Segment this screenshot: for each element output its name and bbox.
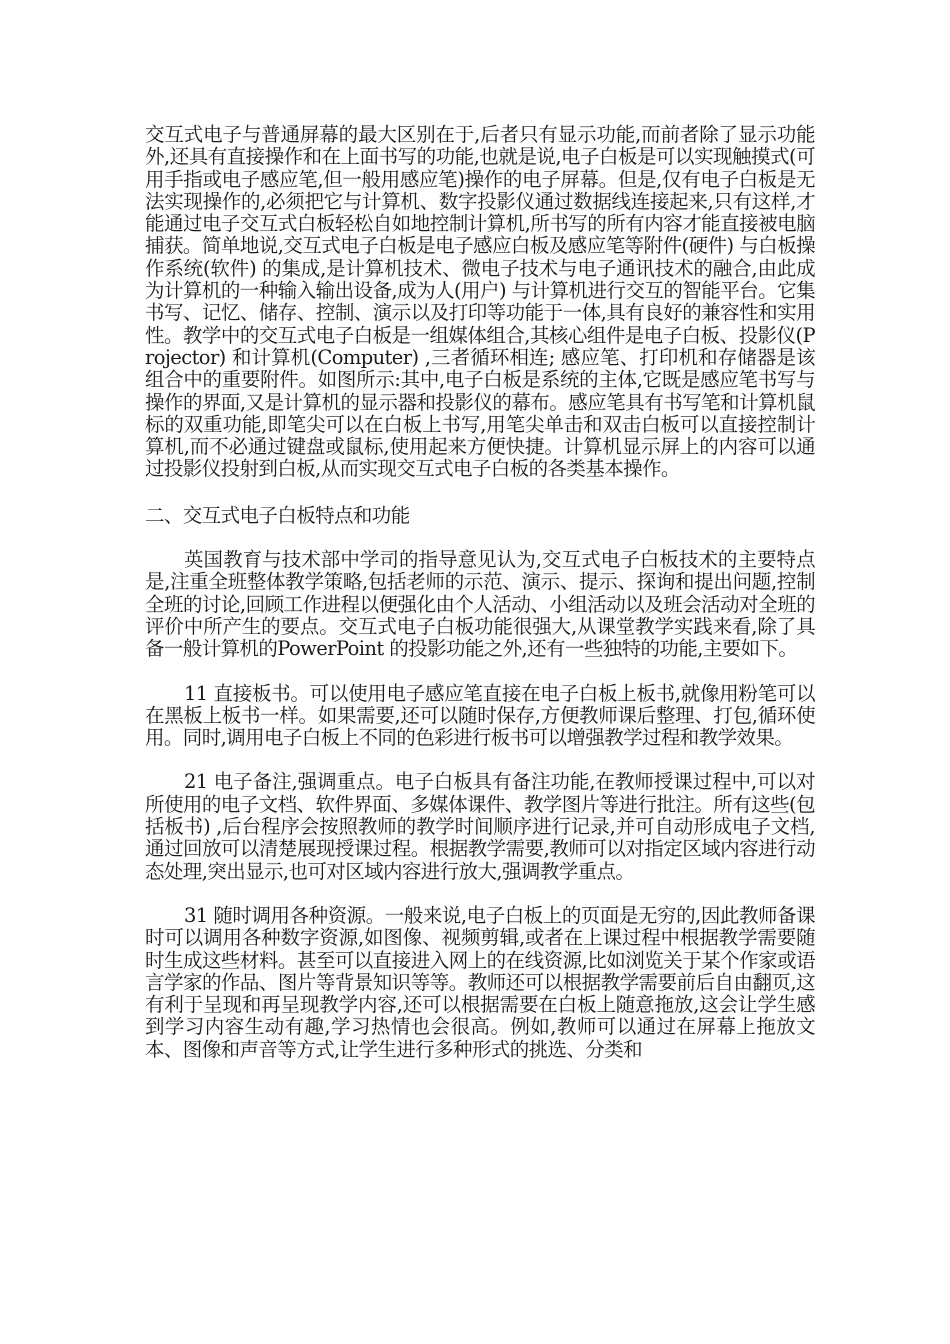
paragraph-item-3: 31 随时调用各种资源。一般来说,电子白板上的页面是无穷的,因此教师备课时可以调用各种数字资源,如图像、视频剪辑,或者在上课过程中根据教学需要随时生成这些材料。甚至可以直接进入网上的在线资源,比如浏览关于某个作家或语言学家的作品、图片等背景知识等等。教师还可以根据教学需要前后自由翻页,这有利于呈现和再呈现教学内容,还可以根据需要在白板上随意拖放,这会让学生感到学习内容生动有趣,学习热情也会很高。例如,教师可以通过在屏幕上拖放文本、图像和声音等方式,让学生进行多种形式的挑选、分类和 [145, 903, 815, 1061]
paragraph-intro: 交互式电子与普通屏幕的最大区别在于,后者只有显示功能,而前者除了显示功能外,还具有直接操作和在上面书写的功能,也就是说,电子白板是可以实现触摸式(可用手指或电子感应笔,但一般用感应笔)操作的电子屏幕。但是,仅有电子白板是无法实现操作的,必须把它与计算机、数字投影仪通过数据线连接起来,只有这样,才能通过电子交互式白板轻松自如地控制计算机,所书写的所有内容才能直接被电脑捕获。简单地说,交互式电子白板是电子感应白板及感应笔等附件(硬件) 与白板操作系统(软件) 的集成,是计算机技术、微电子技术与电子通讯技术的融合,由此成为计算机的一种输入输出设备,成为人(用户) 与计算机进行交互的智能平台。它集书写、记忆、储存、控制、演示以及打印等功能于一体,具有良好的兼容性和实用性。教学中的交互式电子白板是一组媒体组合,其核心组件是电子白板、投影仪(Projector) 和计算机(Computer) ,三者循环相连; 感应笔、打印机和存储器是该组合中的重要附件。如图所示:其中,电子白板是系统的主体,它既是感应笔书写与操作的界面,又是计算机的显示器和投影仪的幕布。感应笔具有书写笔和计算机鼠标的双重功能,即笔尖可以在白板上书写,用笔尖单击和双击白板可以直接控制计算机,而不必通过键盘或鼠标,使用起来方便快捷。计算机显示屏上的内容可以通过投影仪投射到白板,从而实现交互式电子白板的各类基本操作。 [145, 123, 815, 481]
document-page [145, 124, 815, 1061]
paragraph-item-2: 21 电子备注,强调重点。电子白板具有备注功能,在教师授课过程中,可以对所使用的电子文档、软件界面、多媒体课件、教学图片等进行批注。所有这些(包括板书) ,后台程序会按照教师的教学时间顺序进行记录,并可自动形成电子文档,通过回放可以清楚展现授课过程。根据教学需要,教师可以对指定区域内容进行动态处理,突出显示,也可对区域内容进行放大,强调教学重点。 [145, 770, 815, 883]
paragraph-item-1: 11 直接板书。可以使用电子感应笔直接在电子白板上板书,就像用粉笔可以在黑板上板书一样。如果需要,还可以随时保存,方便教师课后整理、打包,循环使用。同时,调用电子白板上不同的色彩进行板书可以增强教学过程和教学效果。 [145, 681, 815, 750]
section-heading: 二、交互式电子白板特点和功能 [145, 503, 410, 527]
paragraph-features: 英国教育与技术部中学司的指导意见认为,交互式电子白板技术的主要特点是,注重全班整体教学策略,包括老师的示范、演示、提示、探询和提出问题,控制全班的讨论,回顾工作进程以便强化由个人活动、小组活动以及班会活动对全班的评价中所产生的要点。交互式电子白板功能很强大,从课堂教学实践来看,除了具备一般计算机的PowerPoint 的投影功能之外,还有一些独特的功能,主要如下。 [145, 548, 815, 661]
